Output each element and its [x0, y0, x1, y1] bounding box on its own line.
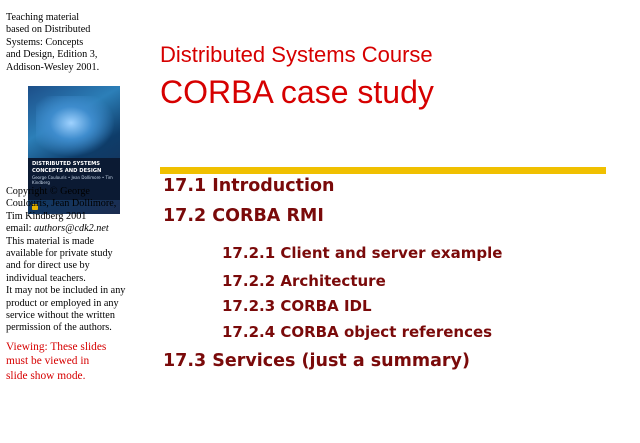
teaching-note-line: Systems: Concepts [6, 36, 84, 48]
email-line [6, 223, 154, 235]
cover-title-line: DISTRIBUTED SYSTEMS [32, 161, 101, 167]
viewing-note-line: slide show mode. [6, 369, 86, 382]
email-label: email: [6, 223, 35, 235]
title-divider-rule [160, 167, 606, 174]
copyright-line: This material is made [6, 235, 94, 247]
teaching-note-line: Addison-Wesley 2001. [6, 61, 100, 73]
toc-item-introduction: 17.1 Introduction [163, 176, 335, 196]
email-address: authors@cdk2.net [34, 223, 109, 235]
copyright-line: available for private study [6, 248, 113, 260]
copyright-line: and for direct use by [6, 260, 90, 272]
copyright-line: permission of the authors. [6, 322, 112, 334]
copyright-line: individual teachers. [6, 272, 86, 284]
cover-title [32, 161, 118, 174]
copyright-line: It may not be included in any [6, 285, 126, 297]
copyright-line: Coulouris, Jean Dollimore, [6, 198, 117, 210]
cover-title-line: CONCEPTS AND DESIGN [32, 167, 102, 174]
teaching-note-line: based on Distributed [6, 24, 91, 36]
toc-item-services: 17.3 Services (just a summary) [163, 351, 470, 371]
copyright-line: service without the written [6, 310, 115, 322]
toc-item-corba-rmi: 17.2 CORBA RMI [163, 206, 324, 226]
teaching-material-note [6, 12, 154, 74]
cover-artwork [36, 96, 114, 156]
toc-item-architecture: 17.2.2 Architecture [222, 272, 386, 290]
slide-title: CORBA case study [160, 74, 434, 110]
teaching-note-line: and Design, Edition 3, [6, 49, 98, 61]
teaching-note-line: Teaching material [6, 12, 80, 23]
copyright-line: product or employed in any [6, 297, 119, 309]
copyright-line: Tim Kindberg 2001 [6, 210, 87, 222]
toc-item-object-references: 17.2.4 CORBA object references [222, 323, 493, 341]
viewing-note-line: must be viewed in [6, 355, 90, 368]
course-title: Distributed Systems Course [160, 42, 433, 67]
copyright-notice [6, 186, 154, 335]
copyright-line: Copyright © George [6, 186, 90, 197]
viewing-note [6, 340, 154, 383]
toc-item-corba-idl: 17.2.3 CORBA IDL [222, 297, 372, 315]
cover-authors: George Coulouris • Jean Dollimore • Tim Kindberg [32, 175, 113, 185]
toc-item-client-server-example: 17.2.1 Client and server example [222, 244, 503, 262]
viewing-note-line: Viewing: These slides [6, 341, 107, 353]
